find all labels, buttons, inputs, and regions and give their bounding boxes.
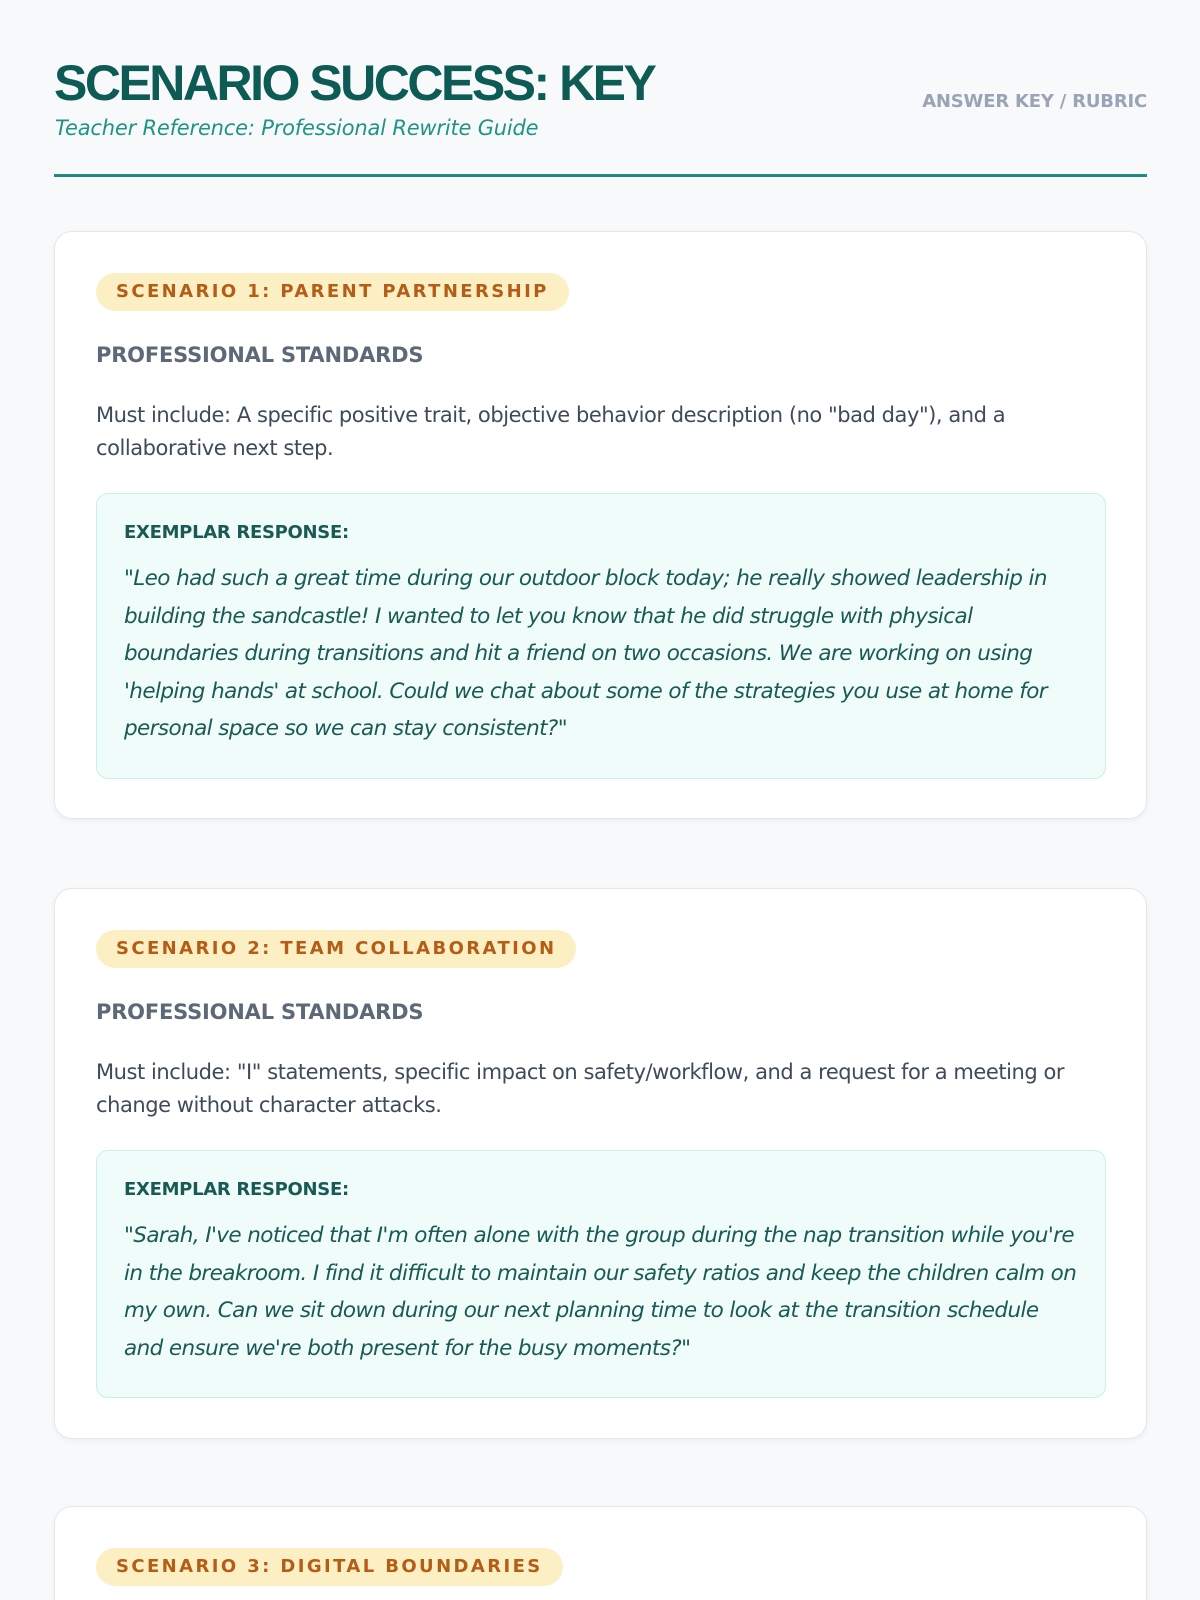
answer-key-tag: ANSWER KEY / RUBRIC bbox=[922, 91, 1147, 112]
standards-heading: PROFESSIONAL STANDARDS bbox=[96, 1000, 424, 1024]
exemplar-response: "Leo had such a great time during our outdoor block today; he really showed leadership in building the sandcastle! I wanted to let you know that he did struggle with physical boundaries during transitions and hit a friend on two occasions. We are working on using 'helping hands' at school. Could we chat about some of the strategies you use at home for personal space so we can stay consistent?" bbox=[124, 566, 1048, 741]
scenario-badge: SCENARIO 1: PARENT PARTNERSHIP bbox=[96, 273, 569, 311]
exemplar-response: "Sarah, I've noticed that I'm often alone with the group during the nap transition while you're in the breakroom. I find it difficult to maintain our safety ratios and keep the children calm on my own. Can we sit down during our next planning time to look at the transition schedule and ensure we're both present for the busy moments?" bbox=[124, 1223, 1077, 1361]
scenario-card-1 bbox=[54, 231, 1147, 819]
exemplar-box bbox=[96, 493, 1106, 779]
exemplar-label: EXEMPLAR RESPONSE: bbox=[124, 1179, 349, 1200]
standards-text: Must include: "I" statements, specific impact on safety/workflow, and a request for a meeting or change without character attacks. bbox=[96, 1060, 1065, 1117]
answer-key-page bbox=[54, 0, 1147, 1577]
scenario-card-3 bbox=[54, 1506, 1147, 1600]
page-header bbox=[54, 0, 1147, 177]
page-subtitle: Teacher Reference: Professional Rewrite Guide bbox=[55, 116, 539, 140]
exemplar-box bbox=[96, 1150, 1106, 1398]
exemplar-label: EXEMPLAR RESPONSE: bbox=[124, 522, 349, 543]
scenario-badge: SCENARIO 3: DIGITAL BOUNDARIES bbox=[96, 1548, 563, 1586]
page-title: SCENARIO SUCCESS: KEY bbox=[54, 55, 655, 111]
scenario-card-2 bbox=[54, 888, 1147, 1439]
scenario-badge: SCENARIO 2: TEAM COLLABORATION bbox=[96, 930, 576, 968]
standards-heading: PROFESSIONAL STANDARDS bbox=[96, 343, 424, 367]
standards-text: Must include: A specific positive trait, objective behavior description (no "bad day"), and a collaborative next step. bbox=[96, 403, 1006, 460]
